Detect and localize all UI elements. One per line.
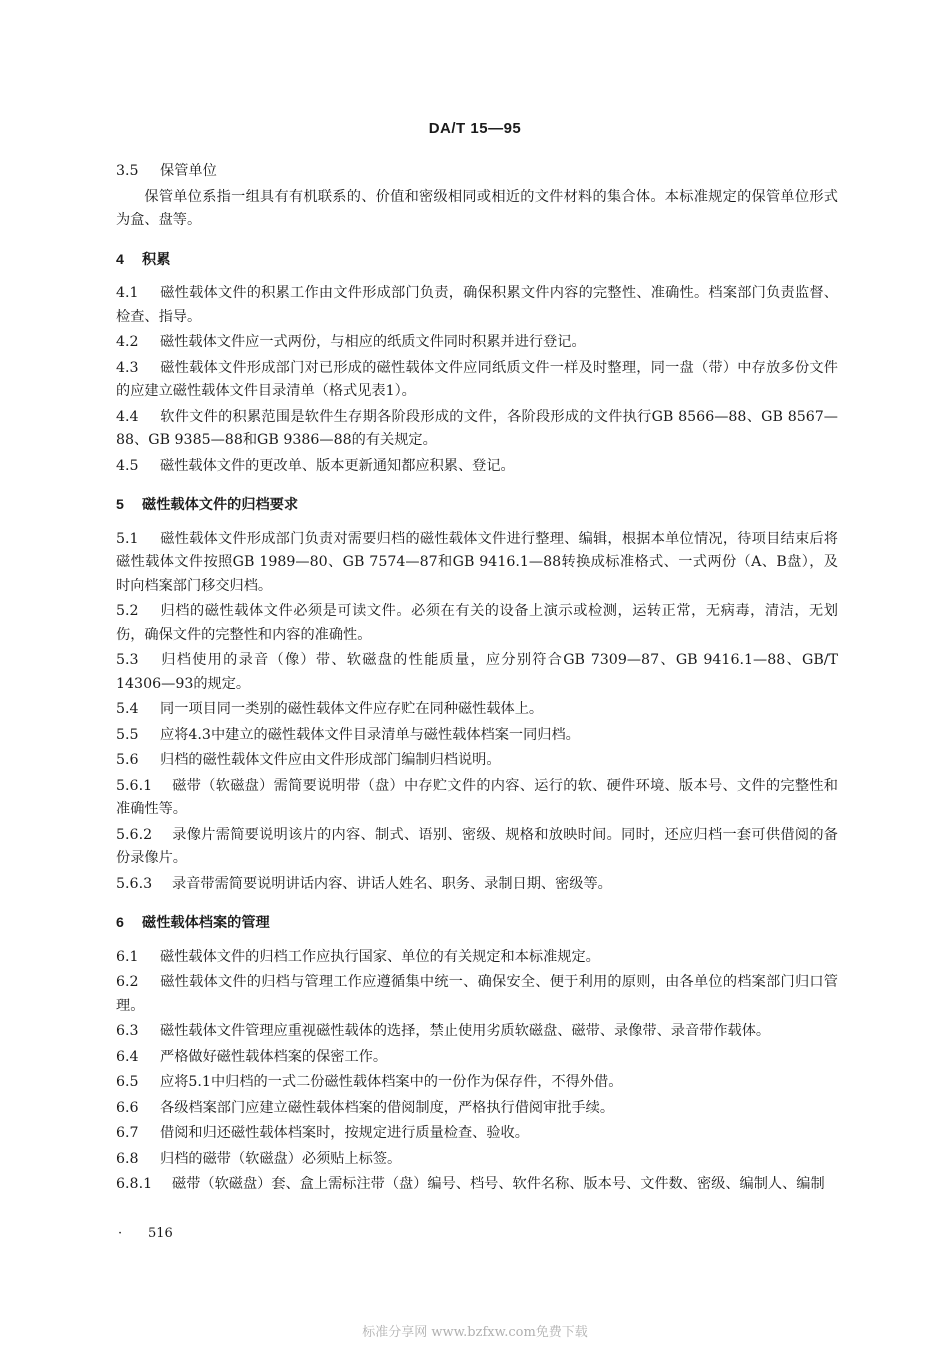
section-heading [116,912,838,936]
clause-text: 严格做好磁性载体档案的保密工作。 [160,1048,388,1065]
clause-item [116,946,838,970]
clause-text: 磁性载体文件的归档要求 [142,497,299,513]
clause-text: 保管单位系指一组具有有机联系的、价值和密级相同或相近的文件材料的集合体。本标准规定的保管单位形式为盒、盘等。 [116,188,838,228]
clause-number: 6.2 [116,974,139,990]
clause-item [116,406,838,453]
clause-number: 4 [116,251,124,268]
clause-item [116,1097,838,1121]
document-body [116,160,838,1199]
clause-item [116,873,838,897]
section-heading [116,494,838,518]
clause-text: 归档使用的录音（像）带、软磁盘的性能质量，应分别符合GB 7309—87、GB 9416.1—88、GB/T 14306—93的规定。 [116,652,838,692]
clause-number: 4.3 [116,359,139,376]
clause-item [116,331,838,355]
clause-text: 磁性载体文件管理应重视磁性载体的选择，禁止使用劣质软磁盘、磁带、录像带、录音带作载体。 [160,1023,771,1039]
clause-number: 6.8.1 [116,1176,153,1192]
clause-item [116,1122,838,1146]
clause-item [116,971,838,1018]
clause-number: 6 [116,915,124,931]
clause-text: 磁带（软磁盘）需简要说明带（盘）中存贮文件的内容、运行的软、硬件环境、版本号、文件的完整性和准确性等。 [116,777,838,817]
clause-number: 6.1 [116,948,139,965]
clause-text: 磁带（软磁盘）套、盒上需标注带（盘）编号、档号、软件名称、版本号、文件数、密级、编制人、编制 [172,1176,825,1192]
clause-text: 同一项目同一类别的磁性载体文件应存贮在同种磁性载体上。 [160,701,544,717]
paragraph [116,186,838,233]
clause-number: 5.2 [116,603,139,619]
clause-item [116,698,838,722]
clause-number: 4.4 [116,408,139,425]
clause-text: 保管单位 [160,163,217,179]
footer-dot: · [118,1226,123,1241]
clause-number: 5.3 [116,652,139,668]
clause-number: 5.6.2 [116,826,153,843]
clause-text: 借阅和归还磁性载体档案时，按规定进行质量检查、验收。 [160,1125,529,1141]
clause-item [116,1020,838,1044]
clause-number: 5 [116,497,124,513]
clause-item [116,724,838,748]
clause-text: 归档的磁带（软磁盘）必须贴上标签。 [160,1150,402,1167]
clause-number: 5.6 [116,752,139,768]
clause-text: 应将5.1中归档的一式二份磁性载体档案中的一份作为保存件，不得外借。 [160,1074,623,1090]
clause-text: 归档的磁性载体文件应由文件形成部门编制归档说明。 [160,752,501,768]
clause-number: 6.4 [116,1048,139,1065]
clause-item [116,1046,838,1070]
clause-item [116,600,838,647]
clause-number: 6.3 [116,1023,139,1039]
clause-text: 磁性载体文件形成部门对已形成的磁性载体文件应同纸质文件一样及时整理，同一盘（带）中存放多份文件的应建立磁性载体文件目录清单（格式见表1）。 [116,359,838,399]
section-heading [116,249,838,273]
clause-text: 磁性载体文件形成部门负责对需要归档的磁性载体文件进行整理、编辑，根据本单位情况，待项目结束后将磁性载体文件按照GB 1989—80、GB 7574—87和GB 9416.1—88转换成标准格式、一式两份（A、B盘），及时向档案部门移交归档。 [116,530,838,594]
clause-text: 积累 [142,251,171,268]
clause-number: 3.5 [116,163,139,179]
clause-number: 4.2 [116,334,139,350]
clause-item [116,528,838,599]
clause-item [116,1173,838,1197]
clause-number: 4.1 [116,285,139,301]
clause-text: 磁性载体文件的归档工作应执行国家、单位的有关规定和本标准规定。 [160,948,600,965]
clause-number: 5.5 [116,726,139,743]
clause-text: 磁性载体文件应一式两份，与相应的纸质文件同时积累并进行登记。 [160,334,586,350]
clause-text: 录像片需简要说明该片的内容、制式、语别、密级、规格和放映时间。同时，还应归档一套可供借阅的备份录像片。 [116,826,838,866]
page-number: 516 [148,1226,173,1241]
clause-number: 5.4 [116,701,139,717]
clause-text: 磁性载体档案的管理 [142,915,270,931]
subheading [116,160,838,184]
clause-text: 磁性载体文件的更改单、版本更新通知都应积累、登记。 [160,457,515,474]
clause-number: 6.8 [116,1150,139,1167]
clause-item [116,775,838,822]
clause-item [116,282,838,329]
clause-number: 5.1 [116,530,139,547]
clause-item [116,1071,838,1095]
watermark-text: 标准分享网 www.bzfxw.com免费下载 [362,1325,588,1340]
clause-number: 6.6 [116,1099,139,1116]
clause-item [116,824,838,871]
clause-text: 应将4.3中建立的磁性载体文件目录清单与磁性载体档案一同归档。 [160,726,580,743]
clause-item [116,455,838,479]
clause-text: 录音带需简要说明讲话内容、讲话人姓名、职务、录制日期、密级等。 [172,875,612,892]
clause-item [116,649,838,696]
clause-number: 6.7 [116,1125,139,1141]
page-header-code: DA/T 15—95 [428,120,522,137]
clause-text: 各级档案部门应建立磁性载体档案的借阅制度，严格执行借阅审批手续。 [160,1099,615,1116]
clause-number: 5.6.1 [116,777,153,794]
clause-number: 4.5 [116,457,139,474]
clause-item [116,357,838,404]
clause-text: 磁性载体文件的归档与管理工作应遵循集中统一、确保安全、便于利用的原则，由各单位的档案部门归口管理。 [116,974,838,1014]
clause-text: 归档的磁性载体文件必须是可读文件。必须在有关的设备上演示或检测，运转正常，无病毒，清洁，无划伤，确保文件的完整性和内容的准确性。 [116,603,838,643]
clause-item [116,749,838,773]
clause-item [116,1148,838,1172]
clause-number: 6.5 [116,1074,139,1090]
clause-text: 软件文件的积累范围是软件生存期各阶段形成的文件，各阶段形成的文件执行GB 8566—88、GB 8567—88、GB 9385—88和GB 9386—88的有关规定。 [116,408,838,448]
clause-number: 5.6.3 [116,875,153,892]
clause-text: 磁性载体文件的积累工作由文件形成部门负责，确保积累文件内容的完整性、准确性。档案部门负责监督、检查、指导。 [116,285,838,325]
